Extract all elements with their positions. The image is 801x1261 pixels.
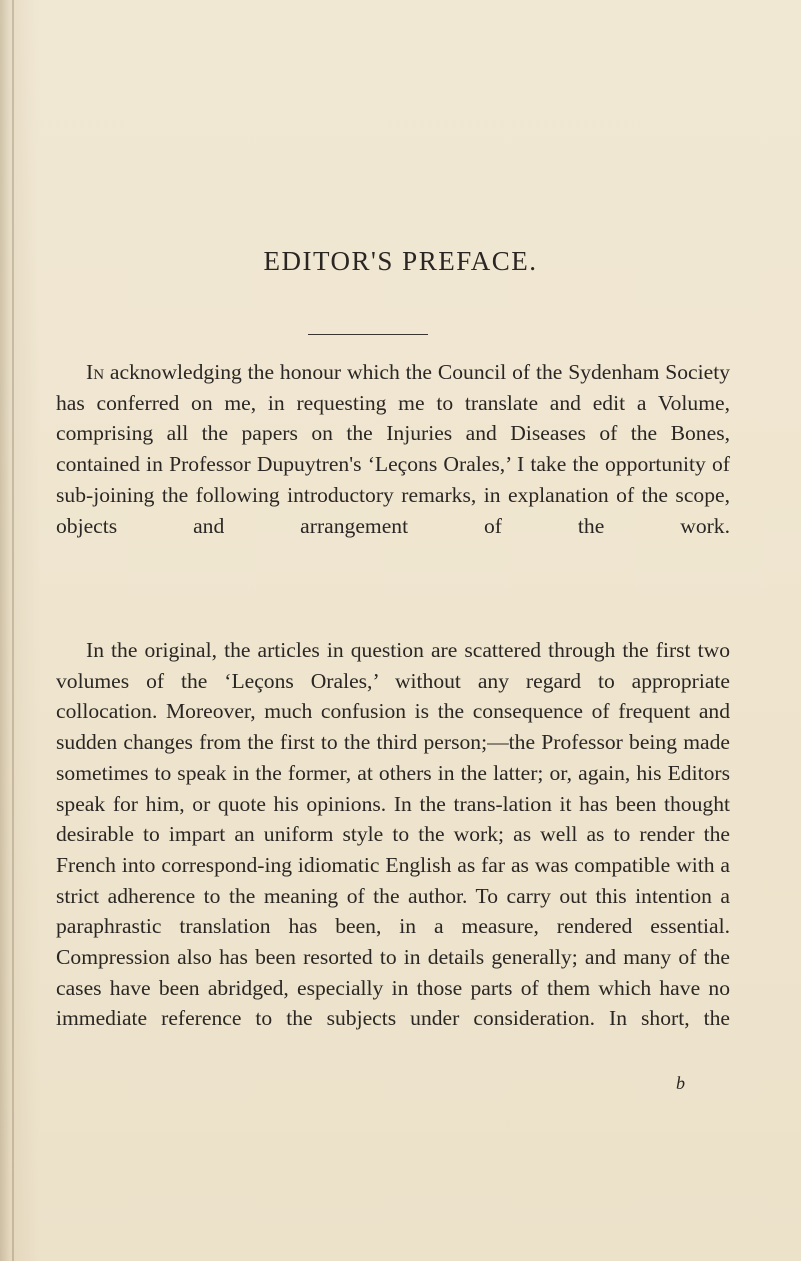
paragraph-lead-smallcaps: In [86,360,105,384]
preface-paragraph-1 [56,357,730,541]
paragraph-text: acknowledging the honour which the Council of the Sydenham Society has conferred on me, in requesting me to translate and edit a Volume, comprising all the papers on the Injuries and Diseases of the Bones, contained in Professor Dupuytren's ‘Leçons Orales,’ I take the opportunity of sub-joining the following introductory remarks, in explanation of the scope, objects and arrangement of the work. [56,360,730,538]
paragraph-text: In the original, the articles in question are scattered through the first two volumes of the ‘Leçons Orales,’ without any regard to appropriate collocation. Moreover, much confusion is the consequence of frequent and sudden changes from the first to the third person;—the Professor being made sometimes to speak in the former, at others in the latter; or, again, his Editors speak for him, or quote his opinions. In the trans-lation it has been thought desirable to impart an uniform style to the work; as well as to render the French into correspond-ing idiomatic English as far as was compatible with a strict adherence to the meaning of the author. To carry out this intention a paraphrastic translation has been, in a measure, rendered essential. Compression also has been resorted to in details generally; and many of the cases have been abridged, especially in those parts of them which have no immediate reference to the subjects under consideration. In short, the [56,638,730,1031]
signature-mark: b [676,1073,685,1093]
title-rule-divider [308,334,428,335]
preface-paragraph-2 [56,635,730,1034]
page-title: EDITOR'S PREFACE. [263,246,538,276]
page-gutter-shadow [12,0,14,1261]
